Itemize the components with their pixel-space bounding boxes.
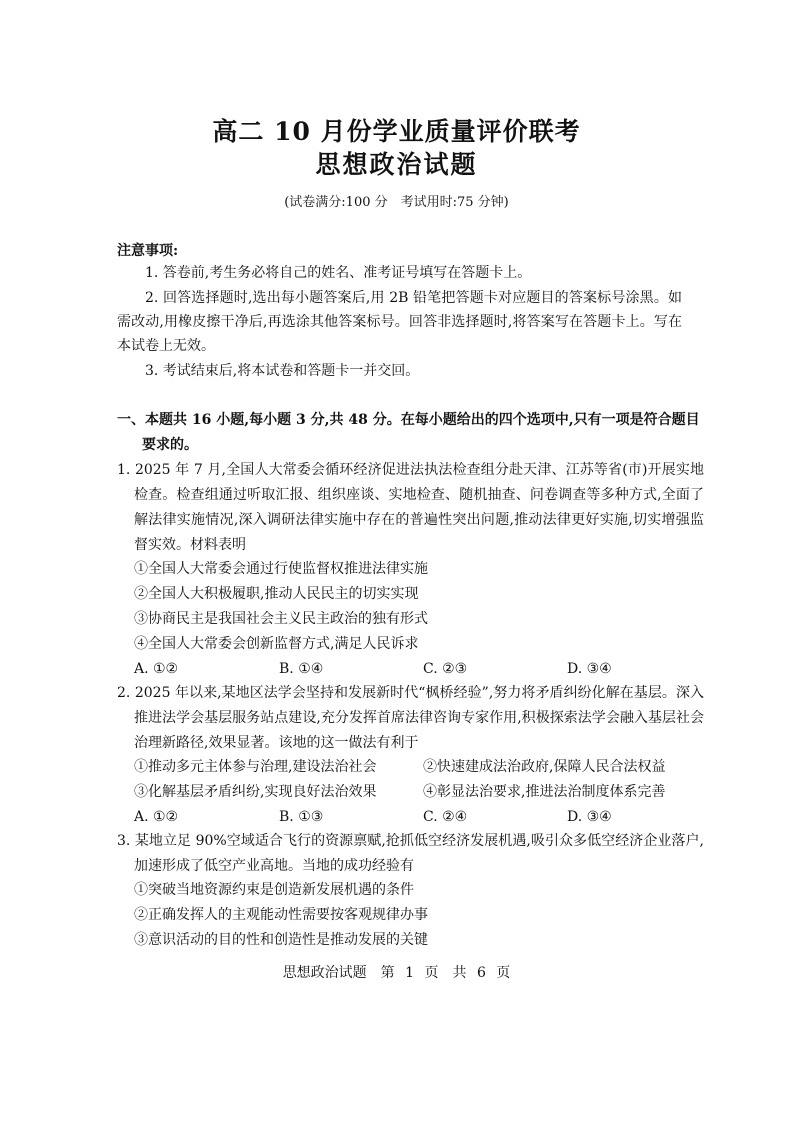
answer-option: A. ①② [134, 661, 179, 677]
answer-option: B. ①③ [279, 809, 324, 825]
notice-item: 3. 考试结束后,将本试卷和答题卡一并交回。 [145, 363, 420, 379]
notice-title: 注意事项: [117, 243, 179, 259]
page-footer: 思想政治试题 第 1 页 共 6 页 [282, 965, 511, 981]
answer-option: C. ②③ [423, 661, 468, 677]
question-statement: ①突破当地资源约束是创造新发展机遇的条件 [134, 882, 414, 898]
answer-option: B. ①④ [279, 661, 324, 677]
question-stem: 2. 2025 年以来,某地区法学会坚持和发展新时代“枫桥经验”,努力将矛盾纠纷化解在基层。深入推进法学会基层服务站点建设,充分发挥首席法律咨询专家作用,积极探索法学会融入基层社会治理新路径,效果显著。该地的这一做法有利于 [117, 685, 704, 751]
answer-option: C. ②④ [423, 809, 468, 825]
question-statement: ③协商民主是我国社会主义民主政治的独有形式 [134, 611, 428, 627]
question-statement: ④全国人大常委会创新监督方式,满足人民诉求 [134, 636, 419, 652]
question-stem: 3. 某地立足 90%空域适合飞行的资源禀赋,抢抓低空经济发展机遇,吸引众多低空经济企业落户,加速形成了低空产业高地。当地的成功经验有 [117, 833, 704, 874]
notice-item: 2. 回答选择题时,选出每小题答案后,用 2B 铅笔把答题卡对应题目的答案标号涂黑。如需改动,用橡皮擦干净后,再选涂其他答案标号。回答非选择题时,将答案写在答题卡上。写在本试卷上无效。 [117, 290, 682, 354]
question-statement: ②快速建成法治政府,保障人民合法权益 [423, 759, 666, 775]
notice-item: 1. 答卷前,考生务必将自己的姓名、准考证号填写在答题卡上。 [145, 265, 532, 281]
answer-option: A. ①② [134, 809, 179, 825]
exam-meta: (试卷满分:100 分 考试用时:75 分钟) [284, 195, 509, 210]
section-heading: 一、本题共 16 小题,每小题 3 分,共 48 分。在每小题给出的四个选项中,只有一项是符合题目要求的。 [117, 412, 700, 453]
question-statement: ④彰显法治要求,推进法治制度体系完善 [423, 784, 666, 800]
answer-option: D. ③④ [567, 661, 612, 677]
question-statement: ②正确发挥人的主观能动性需要按客观规律办事 [134, 907, 428, 923]
exam-title: 高二 10 月份学业质量评价联考 [212, 117, 581, 146]
question-statement: ③化解基层矛盾纠纷,实现良好法治效果 [134, 784, 377, 800]
question-statement: ③意识活动的目的性和创造性是推动发展的关键 [134, 932, 428, 948]
exam-subject-title: 思想政治试题 [315, 150, 478, 179]
question-statement: ①全国人大常委会通过行使监督权推进法律实施 [134, 561, 428, 577]
question-statement: ②全国人大积极履职,推动人民民主的切实实现 [134, 586, 419, 602]
question-statement: ①推动多元主体参与治理,建设法治社会 [134, 759, 377, 775]
answer-option: D. ③④ [567, 809, 612, 825]
question-stem: 1. 2025 年 7 月,全国人大常委会循环经济促进法执法检查组分赴天津、江苏等省(市)开展实地检查。检查组通过听取汇报、组织座谈、实地检查、随机抽查、问卷调查等多种方式,全面了解法律实施情况,深入调研法律实施中存在的普遍性突出问题,推动法律更好实施,切实增强监督实效。材料表明 [117, 462, 704, 553]
